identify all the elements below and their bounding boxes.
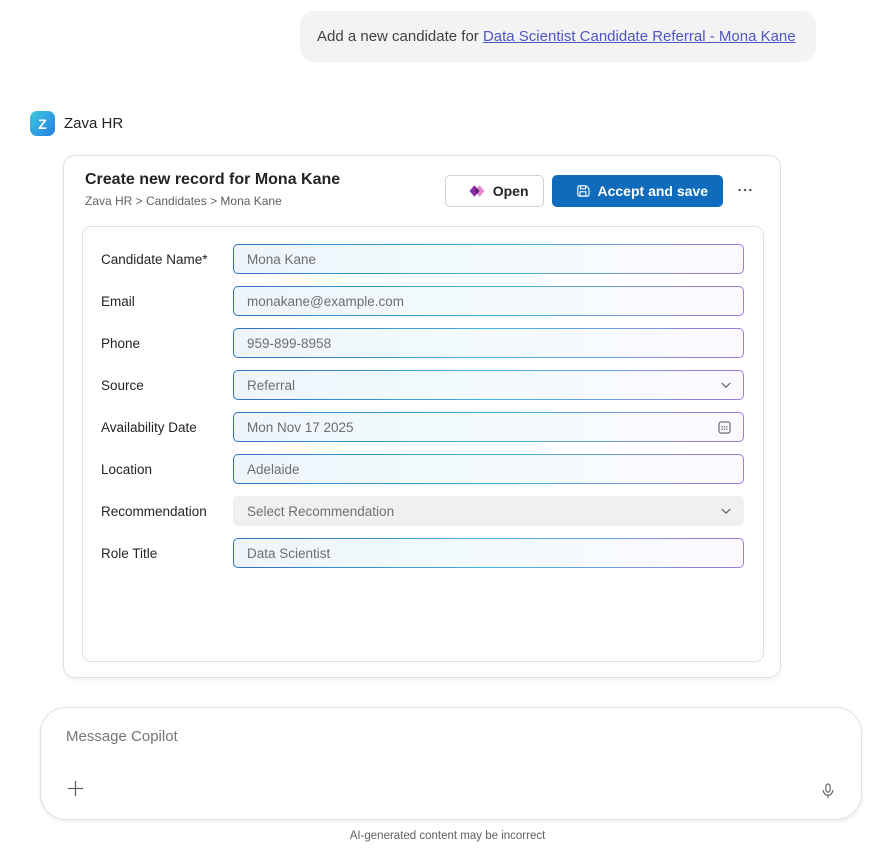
field-label: Location [101,461,153,477]
user-message-text: Add a new candidate for [317,28,483,45]
chevron-down-icon [719,504,733,518]
datepicker-icon[interactable] [716,419,733,436]
accept-and-save-button[interactable] [552,175,724,207]
save-icon [575,183,591,199]
form-row [101,370,744,400]
breadcrumb: Zava HR > Candidates > Mona Kane [85,194,282,208]
agent-row [30,111,123,136]
field-label: Source [101,377,144,393]
user-message-bubble [300,11,816,62]
form-row [101,412,744,442]
message-composer[interactable] [40,707,862,820]
microphone-button[interactable] [819,782,837,803]
form-row [101,286,744,316]
email-input[interactable]: monakane@example.com [233,286,744,316]
create-record-card [63,155,781,678]
field-label: Candidate Name* [101,251,208,267]
more-dots-icon [736,181,754,202]
ai-disclaimer: AI-generated content may be incorrect [349,830,546,842]
candidate-name-input[interactable]: Mona Kane [233,244,744,274]
plus-icon [65,778,86,802]
recommendation-select[interactable]: Select Recommendation [233,496,744,526]
card-header [64,156,780,208]
field-label: Role Title [101,545,158,561]
form-row [101,328,744,358]
candidate-form-panel [82,226,764,662]
card-header-text [85,171,340,208]
card-actions [445,175,759,207]
open-button[interactable] [445,175,544,207]
role-title-input[interactable]: Data Scientist [233,538,744,568]
power-apps-icon [468,182,486,200]
form-row [101,244,744,274]
field-label: Email [101,293,135,309]
more-options-button[interactable] [731,177,759,205]
source-select[interactable]: Referral [233,370,744,400]
open-button-label: Open [492,183,529,199]
availability-date-input[interactable]: Mon Nov 17 2025 [233,412,744,442]
field-label: Recommendation [101,503,207,519]
agent-name: Zava HR [64,115,124,132]
form-row [101,496,744,526]
form-row [101,538,744,568]
microphone-icon [819,782,837,803]
candidate-referral-link[interactable]: Data Scientist Candidate Referral - Mona Kane [482,28,796,45]
composer-placeholder: Message Copilot [66,728,178,745]
field-label: Availability Date [101,419,197,435]
zava-hr-avatar: Z [30,111,55,136]
add-attachment-button[interactable] [65,778,86,802]
field-label: Phone [101,335,141,351]
card-title: Create new record for Mona Kane [85,171,341,188]
phone-input[interactable]: 959-899-8958 [233,328,744,358]
location-input[interactable]: Adelaide [233,454,744,484]
accept-button-label: Accept and save [597,183,708,199]
chevron-down-icon [719,378,733,392]
form-row [101,454,744,484]
